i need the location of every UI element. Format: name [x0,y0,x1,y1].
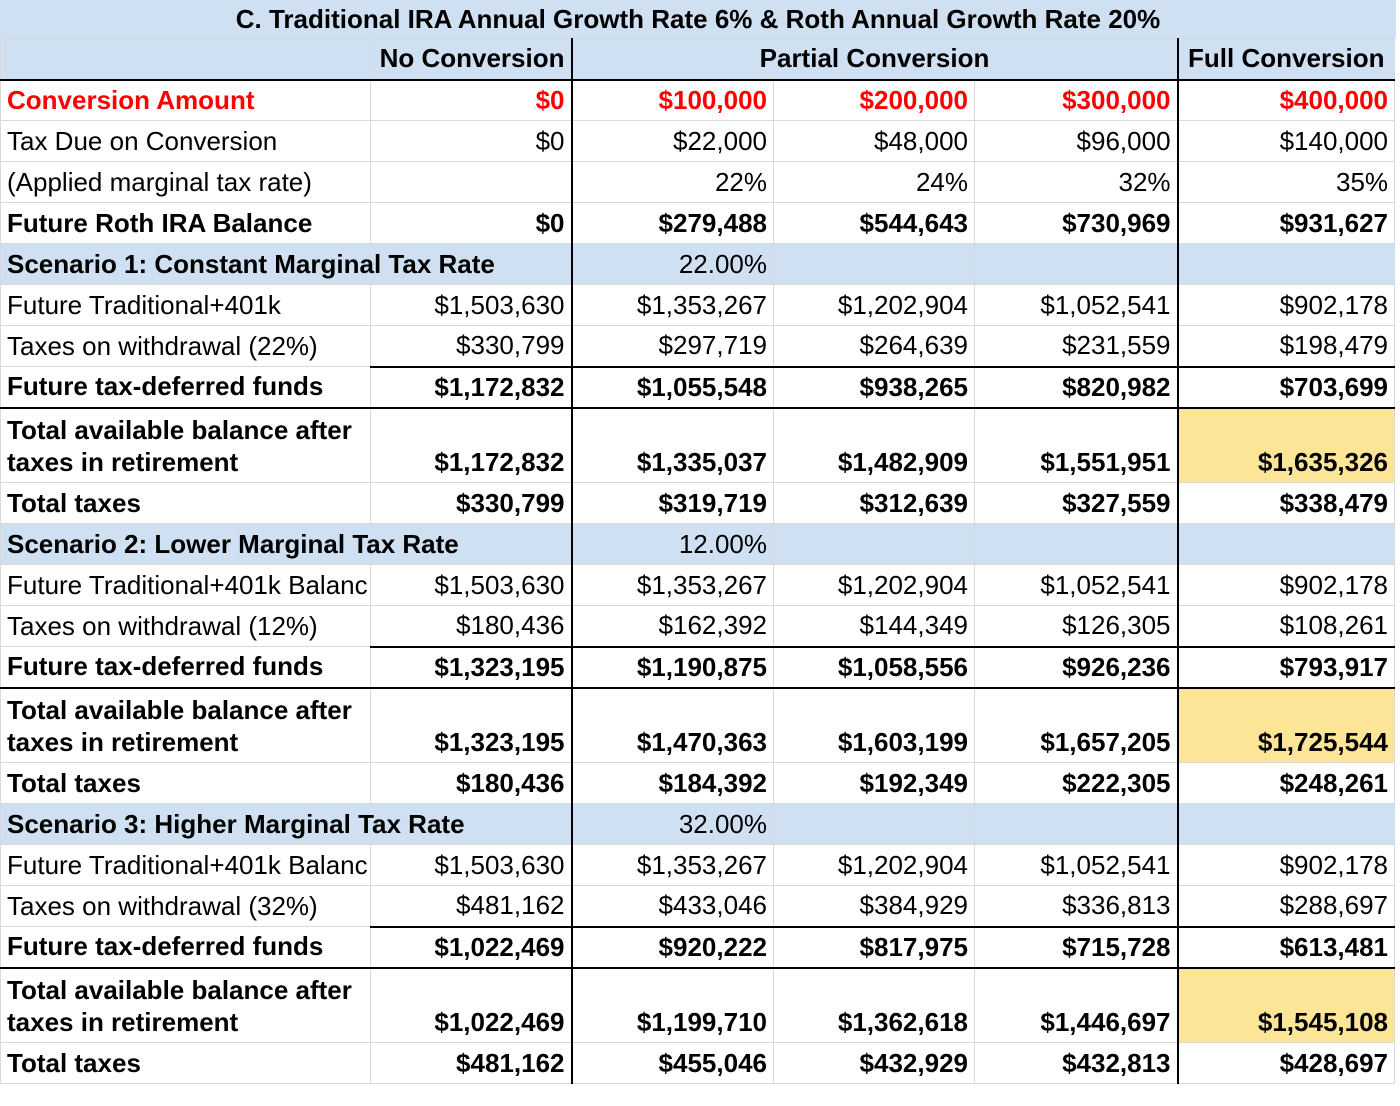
value-cell: $1,202,904 [774,845,975,886]
value-cell: $140,000 [1178,121,1395,162]
value-cell: $938,265 [774,367,975,408]
value-cell: 24% [774,162,975,203]
scenario-header-row [1,524,1395,565]
value-cell: $1,503,630 [371,285,572,326]
value-cell: $338,479 [1178,483,1395,524]
withdrawal-taxes-row [1,606,1395,647]
header-full-conversion: Full Conversion [1178,39,1395,80]
row-label: Future Traditional+401k Balanc [1,565,371,606]
value-cell: $231,559 [975,326,1178,367]
scenario-blank [975,244,1178,285]
tax-deferred-funds-row [1,647,1395,688]
value-cell: $920,222 [572,927,774,968]
value-cell: $162,392 [572,606,774,647]
value-cell: $108,261 [1178,606,1395,647]
value-cell: $0 [371,80,572,121]
value-cell: $1,551,951 [975,408,1178,483]
value-cell: $0 [371,203,572,244]
conversion-amount-row [1,80,1395,121]
scenario-rate: 22.00% [572,244,774,285]
value-cell: $1,022,469 [371,927,572,968]
value-cell: $1,052,541 [975,285,1178,326]
value-cell: $279,488 [572,203,774,244]
conversion-table [0,38,1395,1084]
value-cell: $1,172,832 [371,408,572,483]
value-cell: $481,162 [371,886,572,927]
row-label: Total available balance after taxes in retirement [1,408,371,483]
table-title: C. Traditional IRA Annual Growth Rate 6% & Roth Annual Growth Rate 20% [0,0,1396,38]
value-cell: $144,349 [774,606,975,647]
row-label: Taxes on withdrawal (32%) [1,886,371,927]
future-traditional-row [1,845,1395,886]
value-cell: $288,697 [1178,886,1395,927]
total-available-row [1,968,1395,1043]
value-cell: $793,917 [1178,647,1395,688]
value-cell: $455,046 [572,1043,774,1084]
total-taxes-row [1,483,1395,524]
value-cell: $1,202,904 [774,565,975,606]
value-cell: $1,446,697 [975,968,1178,1043]
scenario-blank [1178,244,1395,285]
value-cell: $126,305 [975,606,1178,647]
value-cell: $926,236 [975,647,1178,688]
scenario-blank [774,524,975,565]
scenario-label: Scenario 1: Constant Marginal Tax Rate [1,244,572,285]
value-cell: $1,055,548 [572,367,774,408]
value-cell: $400,000 [1178,80,1395,121]
value-cell: $1,058,556 [774,647,975,688]
scenario-header-row [1,804,1395,845]
value-cell: $703,699 [1178,367,1395,408]
scenario-label: Scenario 3: Higher Marginal Tax Rate [1,804,572,845]
value-cell: $715,728 [975,927,1178,968]
value-cell: $1,190,875 [572,647,774,688]
value-cell: $931,627 [1178,203,1395,244]
value-cell: $1,335,037 [572,408,774,483]
total-taxes-row [1,1043,1395,1084]
value-cell: $300,000 [975,80,1178,121]
row-label: Taxes on withdrawal (12%) [1,606,371,647]
scenario-blank [1178,804,1395,845]
row-label: Taxes on withdrawal (22%) [1,326,371,367]
value-cell: $820,982 [975,367,1178,408]
value-cell: 32% [975,162,1178,203]
value-cell: $1,603,199 [774,688,975,763]
future-traditional-row [1,565,1395,606]
value-cell: $200,000 [774,80,975,121]
row-label: Total taxes [1,763,371,804]
value-cell: $613,481 [1178,927,1395,968]
header-partial-conversion: Partial Conversion [572,39,1178,80]
row-label: Future tax-deferred funds [1,647,371,688]
value-cell: 35% [1178,162,1395,203]
value-cell: $730,969 [975,203,1178,244]
value-cell: $432,929 [774,1043,975,1084]
value-cell: $1,022,469 [371,968,572,1043]
value-cell: $1,362,618 [774,968,975,1043]
row-label: Total available balance after taxes in retirement [1,968,371,1043]
value-cell: $902,178 [1178,285,1395,326]
value-cell: $1,503,630 [371,565,572,606]
value-cell: $902,178 [1178,565,1395,606]
value-cell: $384,929 [774,886,975,927]
value-cell: $1,353,267 [572,285,774,326]
marginal-rate-row [1,162,1395,203]
scenario-label: Scenario 2: Lower Marginal Tax Rate [1,524,572,565]
row-label: (Applied marginal tax rate) [1,162,371,203]
row-label: Future Roth IRA Balance [1,203,371,244]
value-cell: $1,635,326 [1178,408,1395,483]
future-roth-row [1,203,1395,244]
row-label: Future Traditional+401k Balanc [1,845,371,886]
value-cell: $1,172,832 [371,367,572,408]
value-cell: $312,639 [774,483,975,524]
header-blank [1,39,371,80]
tax-deferred-funds-row [1,367,1395,408]
value-cell: $1,323,195 [371,647,572,688]
value-cell: $297,719 [572,326,774,367]
withdrawal-taxes-row [1,326,1395,367]
value-cell [371,162,572,203]
value-cell: $1,470,363 [572,688,774,763]
value-cell: $544,643 [774,203,975,244]
value-cell: $1,353,267 [572,565,774,606]
value-cell: $319,719 [572,483,774,524]
value-cell: $48,000 [774,121,975,162]
scenario-blank [774,244,975,285]
total-available-row [1,408,1395,483]
value-cell: $1,482,909 [774,408,975,483]
tax-deferred-funds-row [1,927,1395,968]
value-cell: $192,349 [774,763,975,804]
header-no-conversion: No Conversion [371,39,572,80]
value-cell: $1,725,544 [1178,688,1395,763]
value-cell: $481,162 [371,1043,572,1084]
scenario-rate: 32.00% [572,804,774,845]
value-cell: $198,479 [1178,326,1395,367]
value-cell: $1,503,630 [371,845,572,886]
future-traditional-row [1,285,1395,326]
value-cell: $1,323,195 [371,688,572,763]
value-cell: $1,199,710 [572,968,774,1043]
value-cell: $222,305 [975,763,1178,804]
value-cell: $100,000 [572,80,774,121]
tax-due-row [1,121,1395,162]
value-cell: $1,353,267 [572,845,774,886]
value-cell: $180,436 [371,763,572,804]
value-cell: $1,052,541 [975,565,1178,606]
scenario-blank [774,804,975,845]
row-label: Total available balance after taxes in retirement [1,688,371,763]
value-cell: $1,657,205 [975,688,1178,763]
scenario-blank [1178,524,1395,565]
withdrawal-taxes-row [1,886,1395,927]
value-cell: $1,202,904 [774,285,975,326]
total-available-row [1,688,1395,763]
row-label: Tax Due on Conversion [1,121,371,162]
scenario-header-row [1,244,1395,285]
value-cell: $96,000 [975,121,1178,162]
value-cell: $330,799 [371,326,572,367]
row-label: Total taxes [1,1043,371,1084]
total-taxes-row [1,763,1395,804]
value-cell: $248,261 [1178,763,1395,804]
scenario-blank [975,524,1178,565]
value-cell: $902,178 [1178,845,1395,886]
row-label: Future Traditional+401k [1,285,371,326]
value-cell: $817,975 [774,927,975,968]
value-cell: $180,436 [371,606,572,647]
value-cell: $1,545,108 [1178,968,1395,1043]
value-cell: $428,697 [1178,1043,1395,1084]
row-label: Future tax-deferred funds [1,367,371,408]
value-cell: $432,813 [975,1043,1178,1084]
scenario-rate: 12.00% [572,524,774,565]
value-cell: 22% [572,162,774,203]
value-cell: $327,559 [975,483,1178,524]
header-row [1,39,1395,80]
value-cell: $336,813 [975,886,1178,927]
value-cell: $1,052,541 [975,845,1178,886]
value-cell: $0 [371,121,572,162]
value-cell: $264,639 [774,326,975,367]
row-label: Total taxes [1,483,371,524]
value-cell: $330,799 [371,483,572,524]
scenario-blank [975,804,1178,845]
value-cell: $433,046 [572,886,774,927]
value-cell: $22,000 [572,121,774,162]
row-label: Future tax-deferred funds [1,927,371,968]
value-cell: $184,392 [572,763,774,804]
row-label: Conversion Amount [1,80,371,121]
